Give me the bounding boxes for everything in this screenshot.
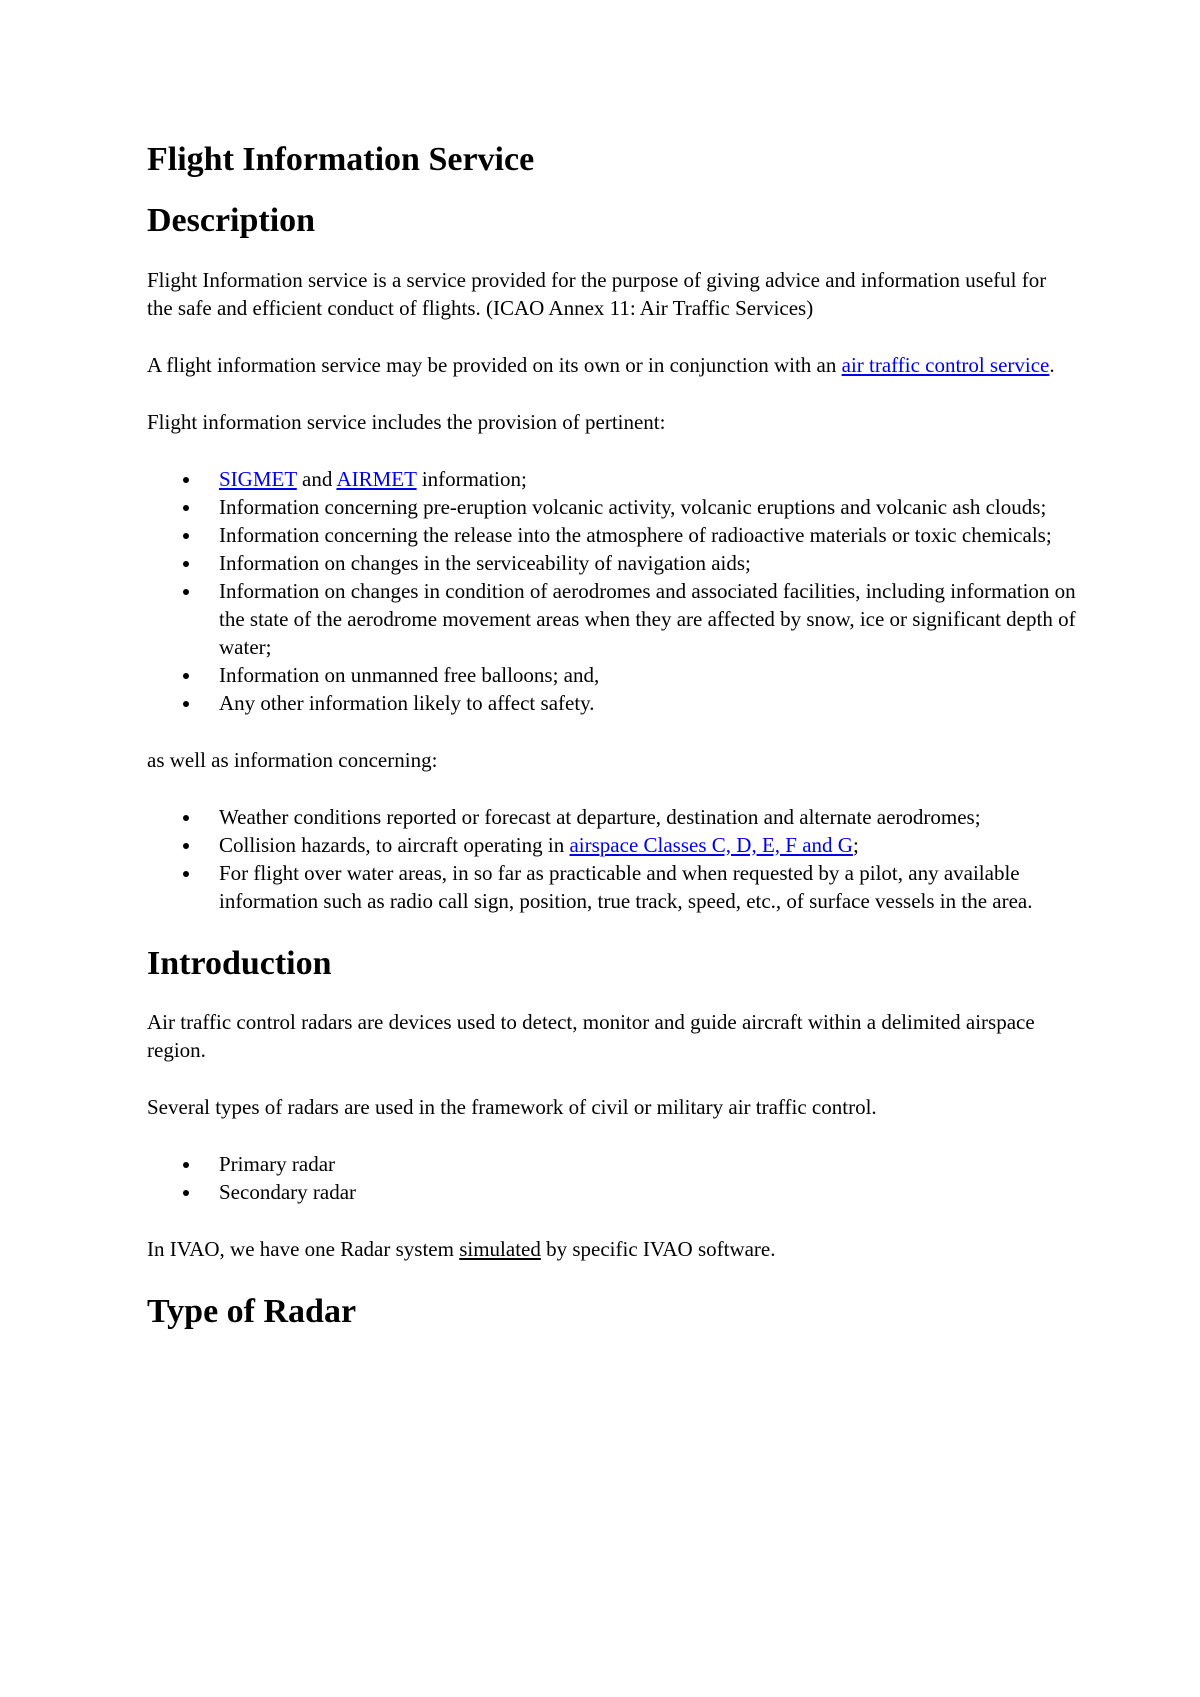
document-page (147, 140, 1077, 1357)
list-item (219, 521, 1077, 549)
list-item-text: Information on changes in the serviceability of navigation aids; (219, 550, 751, 575)
sigmet-link[interactable]: SIGMET (219, 466, 297, 491)
list-item-text: Weather conditions reported or forecast at departure, destination and alternate aerodromes; (219, 804, 981, 829)
list-item (219, 1178, 1077, 1206)
introduction-paragraph-2: Several types of radars are used in the framework of civil or military air traffic control. (147, 1095, 877, 1120)
list-item (219, 803, 1077, 831)
list-item-text: For flight over water areas, in so far as practicable and when requested by a pilot, any available information such as radio call sign, position, true track, speed, etc., of surface vessels in the area. (219, 860, 1033, 913)
introduction-paragraph-3-text: In IVAO, we have one Radar system (147, 1237, 460, 1262)
simulated-underlined-text: simulated (459, 1237, 541, 1262)
introduction-paragraph-3-end: by specific IVAO software. (540, 1237, 776, 1262)
air-traffic-control-service-link[interactable]: air traffic control service (841, 352, 1050, 377)
introduction-heading: Introduction (147, 944, 332, 982)
description-paragraph-3: Flight information service includes the provision of pertinent: (147, 409, 666, 434)
list-item (219, 549, 1077, 577)
pertinent-info-list (147, 465, 1077, 717)
list-item-text: and (296, 466, 337, 491)
list-item-text: Primary radar (219, 1152, 336, 1177)
list-item-text: Information concerning pre-eruption volcanic activity, volcanic eruptions and volcanic ash clouds; (219, 494, 1047, 519)
list-item (219, 493, 1077, 521)
airspace-classes-link[interactable]: airspace Classes C, D, E, F and G (569, 832, 853, 857)
list-item-text: ; (852, 832, 859, 857)
description-paragraph-2 (147, 351, 1077, 379)
airmet-link[interactable]: AIRMET (336, 466, 417, 491)
description-paragraph-2-text: A flight information service may be provided on its own or in conjunction with an (147, 352, 842, 377)
description-heading: Description (147, 201, 316, 239)
description-paragraph-1: Flight Information service is a service provided for the purpose of giving advice and information useful for the safe and efficient conduct of flights. (ICAO Annex 11: Air Traffic Services) (147, 267, 1047, 320)
list-item (219, 465, 1077, 493)
list-item-text: Information concerning the release into the atmosphere of radioactive materials or toxic chemicals; (219, 522, 1052, 547)
description-paragraph-4: as well as information concerning: (147, 747, 438, 772)
introduction-paragraph-3 (147, 1235, 1077, 1263)
list-item-text: Collision hazards, to aircraft operating in (219, 832, 570, 857)
list-item (219, 661, 1077, 689)
list-item (219, 859, 1077, 915)
page-title: Flight Information Service (147, 141, 535, 178)
list-item (219, 1150, 1077, 1178)
type-of-radar-heading: Type of Radar (147, 1293, 357, 1331)
information-concerning-list (147, 803, 1077, 915)
introduction-paragraph-1: Air traffic control radars are devices used to detect, monitor and guide aircraft within a delimited airspace region. (147, 1010, 1035, 1063)
radar-types-list (147, 1150, 1077, 1206)
list-item (219, 689, 1077, 717)
list-item-text: Any other information likely to affect safety. (219, 690, 595, 715)
description-paragraph-2-end: . (1049, 352, 1055, 377)
list-item-text: Information on unmanned free balloons; and, (219, 662, 600, 687)
list-item (219, 831, 1077, 859)
list-item-text: information; (416, 466, 527, 491)
list-item-text: Information on changes in condition of aerodromes and associated facilities, including information on the state of the aerodrome movement areas when they are affected by snow, ice or significant depth of water; (219, 578, 1076, 659)
list-item-text: Secondary radar (219, 1180, 357, 1205)
list-item (219, 577, 1077, 661)
